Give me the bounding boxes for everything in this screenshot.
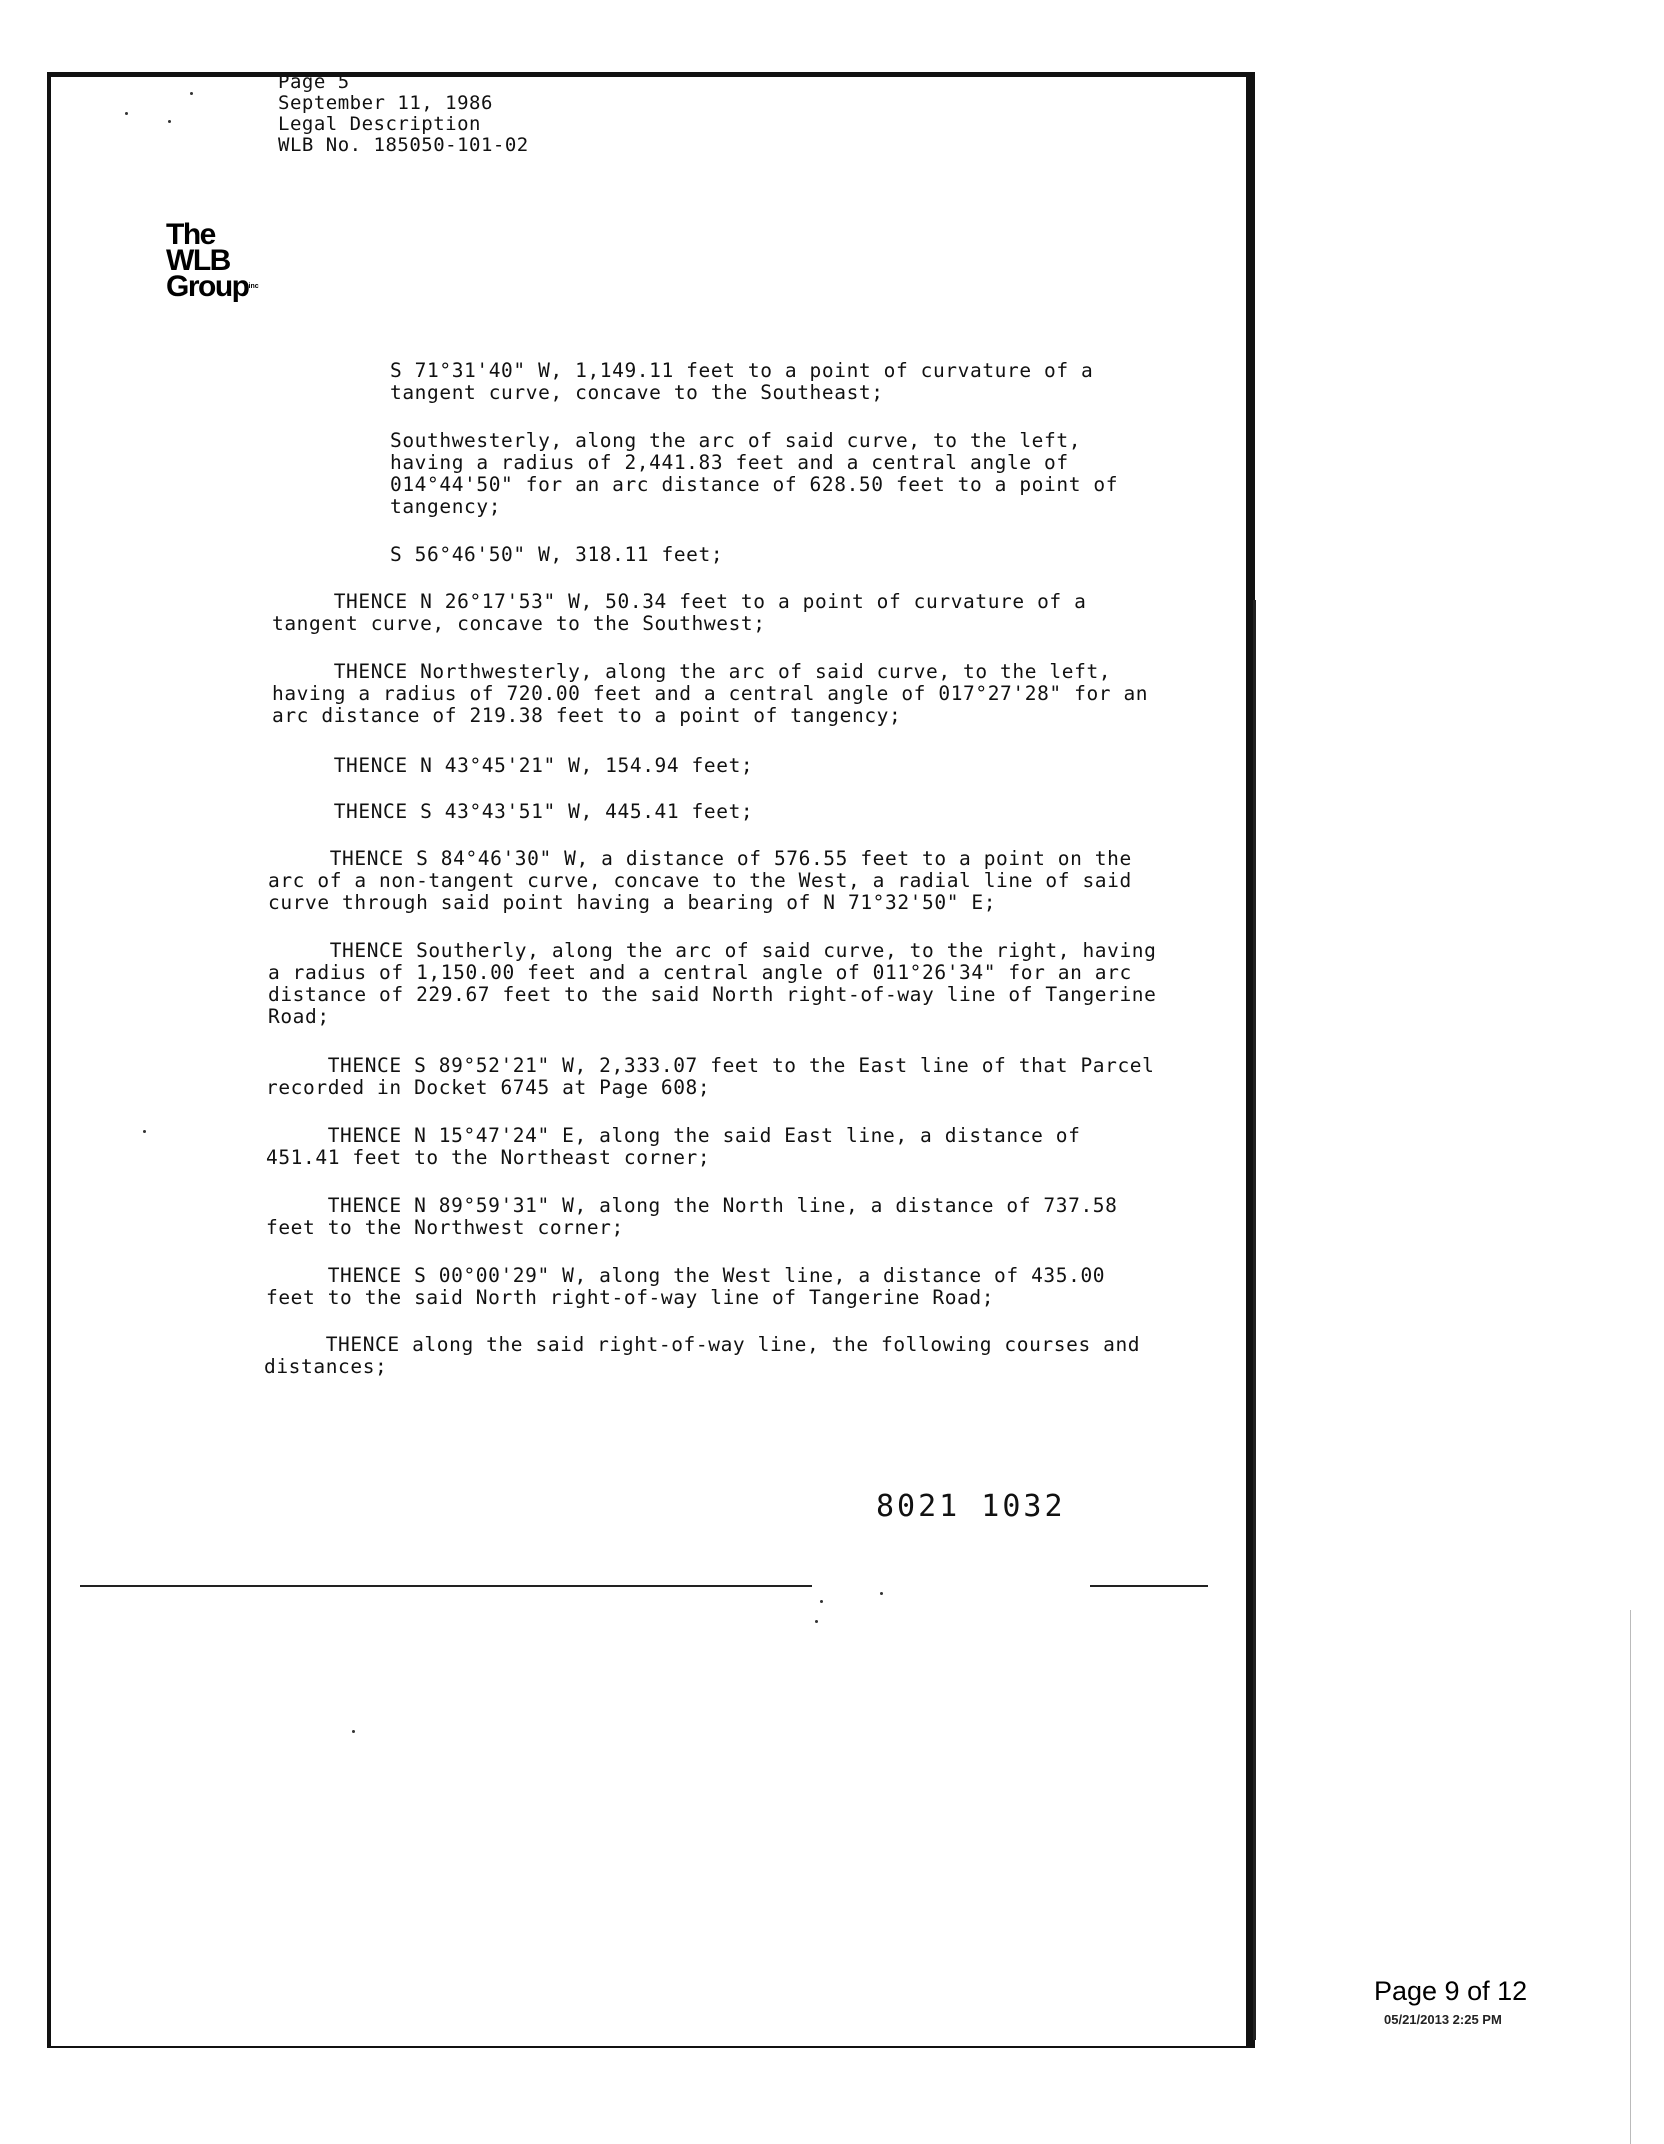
course-paragraph: THENCE S 84°46'30" W, a distance of 576.55 feet to a point on the arc of a non-tangent curve, concave to the West, a radial line of said curve through said point having a bearing of N 71°32'50" E;: [268, 847, 1132, 914]
scan-speck: [352, 1730, 355, 1733]
header-title-line: Legal Description: [278, 113, 481, 135]
course-paragraph: THENCE N 43°45'21" W, 154.94 feet;: [272, 754, 754, 777]
logo-line-group: [166, 270, 259, 303]
course-paragraph: S 71°31'40" W, 1,149.11 feet to a point of curvature of a tangent curve, concave to the Southeast;: [390, 359, 1094, 404]
course-paragraph: S 56°46'50" W, 318.11 feet;: [390, 543, 724, 566]
document-header: [278, 72, 529, 156]
course-paragraph: THENCE along the said right-of-way line, the following courses and distances;: [264, 1333, 1141, 1378]
scan-speck: [168, 120, 171, 123]
course-paragraph: THENCE N 89°59'31" W, along the North line, a distance of 737.58 feet to the Northwest corner;: [266, 1194, 1118, 1239]
wlb-group-logo: [166, 218, 259, 303]
scan-speck: [880, 1592, 883, 1595]
course-paragraph: THENCE S 00°00'29" W, along the West line, a distance of 435.00 feet to the said North right-of-way line of Tangerine Road;: [266, 1264, 1106, 1309]
logo-line-wlb: WLB: [166, 244, 230, 277]
logo-suffix: inc: [248, 283, 259, 290]
docket-reference-number: 8021 1032: [876, 1489, 1066, 1524]
scan-speck: [143, 1130, 146, 1133]
course-paragraph: THENCE Southerly, along the arc of said curve, to the right, having a radius of 1,150.00 feet and a central angle of 011°26'34" for an arc distance of 229.67 feet to the said North right-of-way line of Tangerine Road;: [268, 939, 1157, 1028]
course-paragraph: THENCE Northwesterly, along the arc of said curve, to the left, having a radius of 720.00 feet and a central angle of 017°27'28" for an arc distance of 219.38 feet to a point of tangency;: [272, 660, 1149, 727]
scan-edge-line: [1253, 600, 1256, 2040]
header-date-line: September 11, 1986: [278, 92, 493, 114]
page-break-rule-right: [1090, 1585, 1208, 1587]
logo-word-group: Group: [166, 270, 249, 303]
scan-right-edge: [1630, 1610, 1631, 2144]
scan-speck: [190, 92, 193, 95]
course-paragraph: THENCE S 89°52'21" W, 2,333.07 feet to the East line of that Parcel recorded in Docket 6745 at Page 608;: [266, 1054, 1155, 1099]
logo-line-the: The: [166, 218, 215, 251]
course-paragraph: THENCE S 43°43'51" W, 445.41 feet;: [272, 800, 754, 823]
header-job-number-line: WLB No. 185050-101-02: [278, 134, 529, 156]
scan-speck: [125, 112, 128, 115]
header-page-line: Page 5: [278, 71, 350, 93]
print-timestamp: 05/21/2013 2:25 PM: [1384, 2012, 1502, 2027]
course-paragraph: Southwesterly, along the arc of said curve, to the left, having a radius of 2,441.83 feet and a central angle of 014°44'50" for an arc distance of 628.50 feet to a point of tangency;: [390, 429, 1119, 518]
page-count-label: Page 9 of 12: [1374, 1976, 1528, 2006]
page-break-rule-left: [80, 1585, 812, 1587]
scan-speck: [815, 1620, 818, 1623]
course-paragraph: THENCE N 26°17'53" W, 50.34 feet to a point of curvature of a tangent curve, concave to the Southwest;: [272, 590, 1087, 635]
scan-speck: [820, 1600, 823, 1603]
course-paragraph: THENCE N 15°47'24" E, along the said East line, a distance of 451.41 feet to the Northeast corner;: [266, 1124, 1081, 1169]
